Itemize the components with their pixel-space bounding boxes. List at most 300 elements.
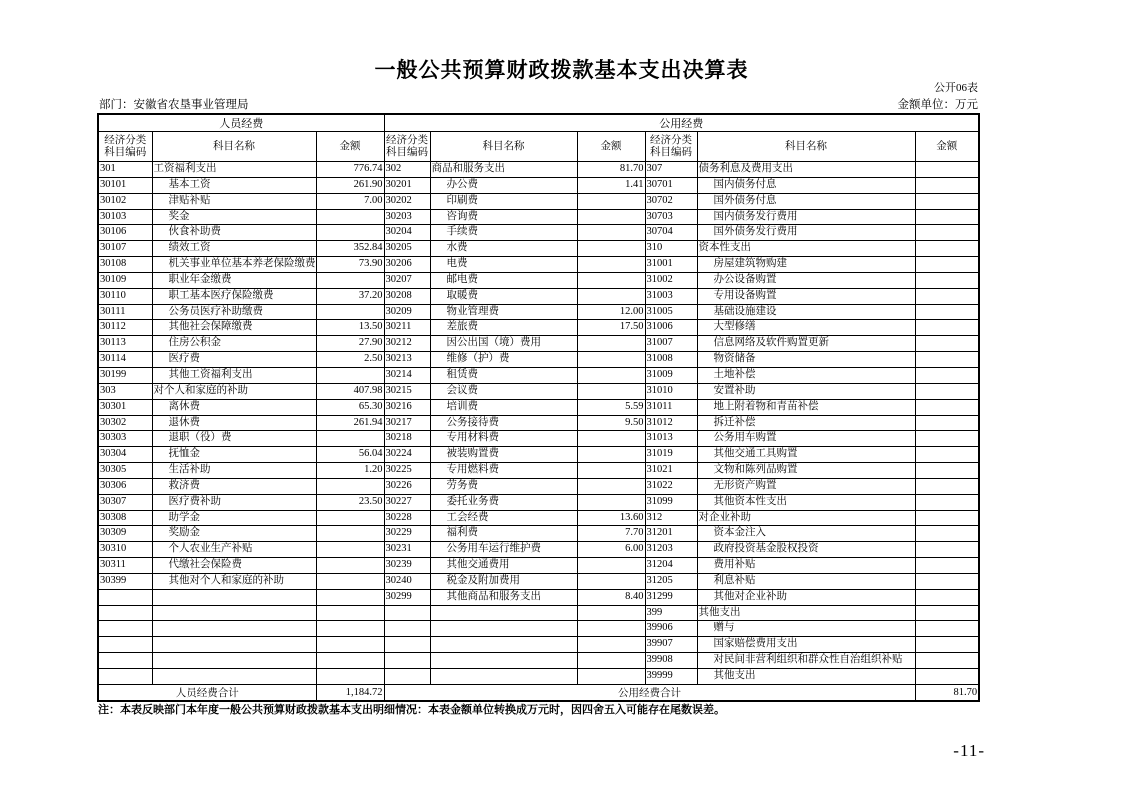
subject-name-cell: 对民间非营利组织和群众性自治组织补贴 <box>697 653 915 669</box>
amount-cell <box>915 653 979 669</box>
amount-cell <box>577 352 645 368</box>
subject-code-cell: 30226 <box>384 478 430 494</box>
subject-name-cell: 土地补偿 <box>697 367 915 383</box>
amount-cell: 13.60 <box>577 510 645 526</box>
table-row <box>98 288 979 304</box>
subject-name-cell <box>152 621 316 637</box>
amount-cell: 6.00 <box>577 542 645 558</box>
table-row <box>98 320 979 336</box>
amount-cell <box>316 526 384 542</box>
subject-name-cell: 退休费 <box>152 415 316 431</box>
amount-cell <box>915 257 979 273</box>
amount-cell: 5.59 <box>577 399 645 415</box>
subject-code-cell: 30110 <box>98 288 152 304</box>
amount-cell <box>316 225 384 241</box>
amount-cell <box>577 653 645 669</box>
subject-name-cell: 其他社会保障缴费 <box>152 320 316 336</box>
subject-name-cell: 专用设备购置 <box>697 288 915 304</box>
amount-cell: 13.50 <box>316 320 384 336</box>
subject-name-cell: 邮电费 <box>430 272 577 288</box>
col-header-name: 科目名称 <box>697 132 915 162</box>
subject-name-cell: 水费 <box>430 241 577 257</box>
subject-code-cell: 30227 <box>384 494 430 510</box>
subject-name-cell: 地上附着物和青苗补偿 <box>697 399 915 415</box>
amount-cell: 2.50 <box>316 352 384 368</box>
table-row <box>98 241 979 257</box>
subject-name-cell: 其他商品和服务支出 <box>430 589 577 605</box>
subject-name-cell: 政府投资基金股权投资 <box>697 542 915 558</box>
subject-code-cell: 30303 <box>98 431 152 447</box>
subject-code-cell: 307 <box>645 162 697 178</box>
subject-code-cell: 30224 <box>384 447 430 463</box>
amount-cell <box>915 621 979 637</box>
amount-cell <box>915 336 979 352</box>
subject-code-cell: 30203 <box>384 209 430 225</box>
amount-cell <box>915 177 979 193</box>
amount-cell <box>316 573 384 589</box>
subject-name-cell: 其他交通工具购置 <box>697 447 915 463</box>
subject-code-cell: 30704 <box>645 225 697 241</box>
amount-cell <box>915 272 979 288</box>
subject-name-cell: 国内债务付息 <box>697 177 915 193</box>
subject-code-cell: 31019 <box>645 447 697 463</box>
table-row <box>98 162 979 178</box>
amount-cell <box>316 621 384 637</box>
subject-code-cell: 30208 <box>384 288 430 304</box>
subject-code-cell: 30216 <box>384 399 430 415</box>
subject-code-cell: 39907 <box>645 637 697 653</box>
amount-cell <box>316 637 384 653</box>
table-row <box>98 447 979 463</box>
amount-cell <box>577 494 645 510</box>
subject-code-cell: 30212 <box>384 336 430 352</box>
subject-name-cell: 电费 <box>430 257 577 273</box>
subject-name-cell: 资本性支出 <box>697 241 915 257</box>
subject-name-cell: 被装购置费 <box>430 447 577 463</box>
subject-code-cell <box>384 621 430 637</box>
subject-name-cell: 个人农业生产补贴 <box>152 542 316 558</box>
subject-name-cell: 代缴社会保险费 <box>152 558 316 574</box>
table-row <box>98 431 979 447</box>
amount-cell <box>577 288 645 304</box>
table-row <box>98 621 979 637</box>
table-group-header-row <box>98 114 979 132</box>
amount-cell <box>915 494 979 510</box>
subject-name-cell: 助学金 <box>152 510 316 526</box>
table-row <box>98 415 979 431</box>
subject-name-cell <box>152 605 316 621</box>
table-row <box>98 225 979 241</box>
subject-name-cell: 委托业务费 <box>430 494 577 510</box>
subject-code-cell: 31005 <box>645 304 697 320</box>
subject-code-cell: 31008 <box>645 352 697 368</box>
subject-name-cell: 生活补助 <box>152 463 316 479</box>
subject-name-cell: 大型修缮 <box>697 320 915 336</box>
subject-code-cell: 31001 <box>645 257 697 273</box>
subject-name-cell: 培训费 <box>430 399 577 415</box>
table-row <box>98 336 979 352</box>
subject-code-cell: 310 <box>645 241 697 257</box>
col-header-code: 经济分类科目编码 <box>98 132 152 162</box>
subject-code-cell: 31007 <box>645 336 697 352</box>
subject-code-cell: 301 <box>98 162 152 178</box>
page-number: -11- <box>953 741 985 760</box>
subject-code-cell: 31006 <box>645 320 697 336</box>
subject-name-cell: 其他资本性支出 <box>697 494 915 510</box>
amount-cell: 73.90 <box>316 257 384 273</box>
footnote: 注：本表反映部门本年度一般公共预算财政拨款基本支出明细情况：本表金额单位转换成万元时，因四舍五入可能存在尾数误差。 <box>98 704 725 716</box>
subject-code-cell: 30103 <box>98 209 152 225</box>
subject-name-cell: 因公出国（境）费用 <box>430 336 577 352</box>
subject-code-cell <box>384 669 430 685</box>
public-total-label: 公用经费合计 <box>384 684 915 701</box>
subject-code-cell: 30299 <box>384 589 430 605</box>
subject-code-cell: 30215 <box>384 383 430 399</box>
table-row <box>98 589 979 605</box>
subject-name-cell: 退职（役）费 <box>152 431 316 447</box>
amount-cell <box>915 637 979 653</box>
subject-name-cell: 印刷费 <box>430 193 577 209</box>
col-header-name: 科目名称 <box>430 132 577 162</box>
amount-cell <box>915 383 979 399</box>
amount-cell <box>316 589 384 605</box>
subject-code-cell <box>384 637 430 653</box>
subject-code-cell: 399 <box>645 605 697 621</box>
subject-name-cell: 公务用车运行维护费 <box>430 542 577 558</box>
table-row <box>98 193 979 209</box>
amount-cell <box>577 621 645 637</box>
subject-code-cell: 31099 <box>645 494 697 510</box>
subject-code-cell: 30702 <box>645 193 697 209</box>
subject-name-cell: 维修（护）费 <box>430 352 577 368</box>
subject-code-cell: 31013 <box>645 431 697 447</box>
amount-cell <box>316 478 384 494</box>
subject-code-cell: 30106 <box>98 225 152 241</box>
col-header-amount: 金额 <box>577 132 645 162</box>
amount-cell: 81.70 <box>577 162 645 178</box>
subject-code-cell: 30109 <box>98 272 152 288</box>
subject-name-cell: 对企业补助 <box>697 510 915 526</box>
subject-name-cell: 商品和服务支出 <box>430 162 577 178</box>
amount-cell: 1.41 <box>577 177 645 193</box>
subject-name-cell: 公务接待费 <box>430 415 577 431</box>
subject-name-cell: 其他工资福利支出 <box>152 367 316 383</box>
public-total-amount: 81.70 <box>915 684 979 701</box>
amount-cell <box>915 352 979 368</box>
subject-code-cell: 31204 <box>645 558 697 574</box>
amount-cell: 56.04 <box>316 447 384 463</box>
subject-code-cell: 30114 <box>98 352 152 368</box>
col-header-code: 经济分类科目编码 <box>645 132 697 162</box>
subject-code-cell: 30218 <box>384 431 430 447</box>
amount-cell <box>915 320 979 336</box>
amount-cell <box>915 526 979 542</box>
subject-name-cell: 工会经费 <box>430 510 577 526</box>
subject-code-cell: 30399 <box>98 573 152 589</box>
subject-code-cell: 39908 <box>645 653 697 669</box>
col-header-name: 科目名称 <box>152 132 316 162</box>
table-row <box>98 542 979 558</box>
subject-name-cell <box>152 653 316 669</box>
subject-name-cell: 税金及附加费用 <box>430 573 577 589</box>
subject-name-cell: 安置补助 <box>697 383 915 399</box>
subject-name-cell <box>152 637 316 653</box>
subject-code-cell: 30213 <box>384 352 430 368</box>
amount-cell <box>316 367 384 383</box>
subject-name-cell: 国外债务付息 <box>697 193 915 209</box>
subject-code-cell: 30309 <box>98 526 152 542</box>
amount-cell <box>577 558 645 574</box>
amount-cell <box>577 257 645 273</box>
amount-cell: 17.50 <box>577 320 645 336</box>
form-number: 公开06表 <box>934 82 978 94</box>
subject-code-cell: 30205 <box>384 241 430 257</box>
subject-name-cell: 差旅费 <box>430 320 577 336</box>
table-row <box>98 399 979 415</box>
amount-cell <box>915 510 979 526</box>
amount-cell <box>577 241 645 257</box>
subject-code-cell: 30306 <box>98 478 152 494</box>
amount-cell: 776.74 <box>316 162 384 178</box>
table-row <box>98 478 979 494</box>
subject-name-cell <box>430 669 577 685</box>
subject-name-cell: 其他支出 <box>697 605 915 621</box>
amount-cell: 37.20 <box>316 288 384 304</box>
subject-name-cell <box>430 605 577 621</box>
amount-cell <box>915 669 979 685</box>
subject-code-cell: 31201 <box>645 526 697 542</box>
amount-cell <box>915 367 979 383</box>
subject-code-cell: 31003 <box>645 288 697 304</box>
subject-name-cell: 国外债务发行费用 <box>697 225 915 241</box>
table-row <box>98 605 979 621</box>
subject-name-cell <box>152 589 316 605</box>
subject-code-cell: 303 <box>98 383 152 399</box>
subject-name-cell: 其他对企业补助 <box>697 589 915 605</box>
subject-code-cell: 30240 <box>384 573 430 589</box>
subject-code-cell: 30310 <box>98 542 152 558</box>
subject-name-cell: 拆迁补偿 <box>697 415 915 431</box>
amount-cell <box>316 304 384 320</box>
col-header-amount: 金额 <box>915 132 979 162</box>
table-row <box>98 257 979 273</box>
group-header-personnel: 人员经费 <box>98 114 384 132</box>
subject-code-cell <box>384 653 430 669</box>
subject-name-cell: 医疗费 <box>152 352 316 368</box>
amount-cell <box>316 605 384 621</box>
subject-code-cell: 30302 <box>98 415 152 431</box>
subject-code-cell: 31299 <box>645 589 697 605</box>
subject-code-cell: 30111 <box>98 304 152 320</box>
table-row <box>98 352 979 368</box>
subject-code-cell <box>98 653 152 669</box>
subject-code-cell <box>384 605 430 621</box>
subject-code-cell: 302 <box>384 162 430 178</box>
subject-code-cell: 30217 <box>384 415 430 431</box>
amount-cell <box>915 589 979 605</box>
subject-name-cell <box>430 653 577 669</box>
subject-code-cell: 30301 <box>98 399 152 415</box>
amount-cell <box>316 669 384 685</box>
table-row <box>98 526 979 542</box>
amount-cell <box>577 447 645 463</box>
table-row <box>98 383 979 399</box>
subject-code-cell: 30304 <box>98 447 152 463</box>
amount-cell: 407.98 <box>316 383 384 399</box>
subject-code-cell: 31203 <box>645 542 697 558</box>
amount-cell: 23.50 <box>316 494 384 510</box>
amount-cell <box>915 478 979 494</box>
amount-cell <box>915 288 979 304</box>
subject-name-cell: 对个人和家庭的补助 <box>152 383 316 399</box>
amount-cell: 65.30 <box>316 399 384 415</box>
amount-cell: 1.20 <box>316 463 384 479</box>
subject-code-cell: 30231 <box>384 542 430 558</box>
subject-name-cell: 工资福利支出 <box>152 162 316 178</box>
subject-name-cell: 抚恤金 <box>152 447 316 463</box>
amount-cell: 12.00 <box>577 304 645 320</box>
table-row <box>98 669 979 685</box>
subject-name-cell: 文物和陈列品购置 <box>697 463 915 479</box>
subject-code-cell: 30112 <box>98 320 152 336</box>
col-header-code: 经济分类科目编码 <box>384 132 430 162</box>
subject-name-cell: 信息网络及软件购置更新 <box>697 336 915 352</box>
amount-cell <box>915 573 979 589</box>
amount-cell <box>915 605 979 621</box>
amount-cell <box>915 304 979 320</box>
amount-cell <box>915 463 979 479</box>
amount-cell <box>915 241 979 257</box>
subject-code-cell: 31009 <box>645 367 697 383</box>
subject-name-cell: 机关事业单位基本养老保险缴费 <box>152 257 316 273</box>
personnel-total-label: 人员经费合计 <box>98 684 316 701</box>
page-title: 一般公共预算财政拨款基本支出决算表 <box>374 59 749 82</box>
table-row <box>98 367 979 383</box>
subject-name-cell <box>430 637 577 653</box>
subject-name-cell: 无形资产购置 <box>697 478 915 494</box>
subject-code-cell: 30204 <box>384 225 430 241</box>
subject-name-cell: 其他支出 <box>697 669 915 685</box>
amount-cell <box>915 558 979 574</box>
subject-code-cell: 30113 <box>98 336 152 352</box>
department-line: 部门：安徽省农垦事业管理局 <box>99 99 249 111</box>
amount-cell: 261.90 <box>316 177 384 193</box>
subject-code-cell: 30703 <box>645 209 697 225</box>
subject-name-cell: 费用补贴 <box>697 558 915 574</box>
amount-cell <box>577 669 645 685</box>
table-row <box>98 177 979 193</box>
amount-cell <box>316 209 384 225</box>
amount-cell <box>577 463 645 479</box>
subject-code-cell: 31012 <box>645 415 697 431</box>
amount-cell <box>577 605 645 621</box>
subject-code-cell: 312 <box>645 510 697 526</box>
subject-name-cell: 职业年金缴费 <box>152 272 316 288</box>
amount-cell <box>316 542 384 558</box>
amount-cell <box>316 510 384 526</box>
subject-code-cell: 30209 <box>384 304 430 320</box>
subject-code-cell: 30305 <box>98 463 152 479</box>
subject-code-cell <box>98 605 152 621</box>
amount-cell: 27.90 <box>316 336 384 352</box>
amount-cell <box>577 431 645 447</box>
subject-code-cell: 30102 <box>98 193 152 209</box>
subject-code-cell: 31002 <box>645 272 697 288</box>
subject-name-cell: 奖励金 <box>152 526 316 542</box>
amount-cell <box>915 209 979 225</box>
table-row <box>98 558 979 574</box>
subject-code-cell: 39999 <box>645 669 697 685</box>
table-row <box>98 653 979 669</box>
table-row <box>98 304 979 320</box>
subject-code-cell <box>98 669 152 685</box>
subject-name-cell: 基本工资 <box>152 177 316 193</box>
subject-name-cell: 专用材料费 <box>430 431 577 447</box>
subject-code-cell: 30229 <box>384 526 430 542</box>
subject-name-cell <box>430 621 577 637</box>
amount-cell: 8.40 <box>577 589 645 605</box>
amount-cell <box>577 573 645 589</box>
amount-cell <box>915 399 979 415</box>
amount-cell <box>577 478 645 494</box>
amount-cell: 261.94 <box>316 415 384 431</box>
subject-name-cell: 津贴补贴 <box>152 193 316 209</box>
subject-name-cell: 专用燃料费 <box>430 463 577 479</box>
amount-cell <box>316 431 384 447</box>
subject-name-cell: 资本金注入 <box>697 526 915 542</box>
table-row <box>98 637 979 653</box>
subject-name-cell: 咨询费 <box>430 209 577 225</box>
subject-name-cell: 物业管理费 <box>430 304 577 320</box>
amount-cell: 352.84 <box>316 241 384 257</box>
subject-name-cell: 赠与 <box>697 621 915 637</box>
amount-cell <box>915 225 979 241</box>
subject-code-cell: 30701 <box>645 177 697 193</box>
table-body <box>98 162 979 685</box>
amount-cell <box>915 415 979 431</box>
subject-name-cell: 其他交通费用 <box>430 558 577 574</box>
subject-name-cell: 救济费 <box>152 478 316 494</box>
subject-code-cell: 31021 <box>645 463 697 479</box>
subject-code-cell <box>98 621 152 637</box>
amount-cell <box>577 637 645 653</box>
amount-cell <box>577 209 645 225</box>
subject-name-cell: 取暖费 <box>430 288 577 304</box>
amount-cell <box>577 383 645 399</box>
subject-code-cell: 30308 <box>98 510 152 526</box>
subject-name-cell: 债务利息及费用支出 <box>697 162 915 178</box>
subject-code-cell: 30101 <box>98 177 152 193</box>
subject-name-cell: 职工基本医疗保险缴费 <box>152 288 316 304</box>
table-column-header-row <box>98 132 979 162</box>
amount-cell <box>577 272 645 288</box>
subject-code-cell <box>98 637 152 653</box>
amount-cell <box>915 542 979 558</box>
subject-name-cell: 国家赔偿费用支出 <box>697 637 915 653</box>
subject-code-cell: 31011 <box>645 399 697 415</box>
amount-cell <box>316 272 384 288</box>
subject-name-cell: 基础设施建设 <box>697 304 915 320</box>
subject-code-cell: 30107 <box>98 241 152 257</box>
subject-name-cell <box>152 669 316 685</box>
amount-cell <box>577 336 645 352</box>
group-header-public: 公用经费 <box>384 114 979 132</box>
subject-code-cell: 30214 <box>384 367 430 383</box>
amount-cell: 9.50 <box>577 415 645 431</box>
amount-unit-label: 金额单位：万元 <box>897 99 978 111</box>
subject-name-cell: 离休费 <box>152 399 316 415</box>
subject-code-cell: 30225 <box>384 463 430 479</box>
